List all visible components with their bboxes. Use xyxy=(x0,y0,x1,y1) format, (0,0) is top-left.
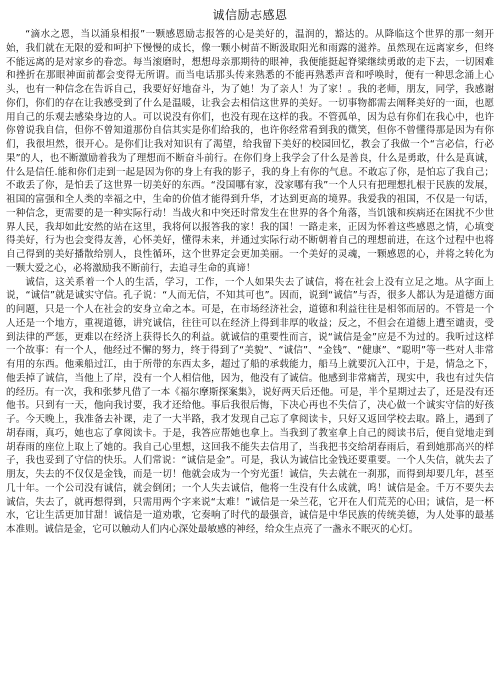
document-page xyxy=(6,8,494,696)
paragraph-integrity: 诚信，这关系着一个人的生活，学习，工作，一个人如果失去了诚信，将在社会上没有立足之地。从字面上说，“诚信”就是诚实守信。孔子说：“人而无信，不知其可也”。因而，说到“诚信”与否，很多人都认为是道德方面的问题，只是一个人在社会的安身立命之本。可是，在市场经济社会，道德和利益往往是相邻而居的。不管是一个人还是一个地方，重视道德，讲究诚信，往往可以在经济上得到非厚的收益；反之，不但会在道德上遭至谴责，受到法律的严惩，更难以在经济上获得长久的利益。就诚信的重要性而言，说“诚信是金”应是不为过的。我听过这样一个故事：有一个人，他经过不懈的努力，终于得到了“美貌”、“诚信”、“金钱”、“健康”、“聪明”等一些对人非常有用的东西。他乘船过江，由于所带的东西太多，超过了船的承载能力，船马上就要沉入江中，于是，情急之下，他丢掉了诚信，当他上了岸，没有一个人相信他，因为，他没有了诚信。他感到非常痛苦，现实中，我也有过失信的经历。有一次，我和张梦凡借了一本《福尔摩斯探案集》，说好两天后还他。可是，半个星期过去了，还是没有还他书。只到有一天，他向我讨要，我才还给他。事后我很后悔，下决心再也不失信了，决心做一个诚实守信的好孩子。今天晚上，我准备去补课，走了一大半路，我才发现自己忘了拿阅读卡，只好又返回学校去取。路上，遇到了胡春雨，真巧，她也忘了拿阅读卡。于是，我答应帮她也拿上。当我到了教室拿上自己的阅读书后，便自觉地走到胡春雨的座位上取上了她的。我自己心里想，这回我不能失去信用了，当我把书交给胡春雨后，看到她那高兴的样子，我也妥到了守信的快乐。人们常说：“诚信是金”。可是，我认为诚信比金钱还要重要。一个人失信，就失去了朋友，失去的不仅仅是金钱，而是一切！他就会成为一个穷光蛋！诚信，失去就在一刹那，而得到却要几年，甚至几十年。一个公司没有诚信，就会倒闭；一个人失去诚信，他将一生没有什么成就，呜！诚信是金。千万不要失去诚信，失去了，就再想得到，只需用两个字来说“太难！”诚信是一朵兰花，它开在人们荒芜的心田；诚信，是一杯水，它让生活更加甘甜！诚信是一道劝歌，它奏响了时代的最强音，诚信是中华民族的传统美德，为人处事的最基本准则。诚信是金，它可以触动人们内心深处最敏感的神经，给众生点亮了一盏永不眠灭的心灯。 xyxy=(6,276,494,535)
document-title: 诚信励志感恩 xyxy=(212,8,288,22)
paragraph-gratitude: “滴水之恩，当以涌泉相报”一颗感恩励志报答的心是美好的，温润的，豁达的。从降临这个世界的那一刻开始，我们就在无限的爱和呵护下慢慢的成长，像一颗小树苗不断汲取阳光和雨露的滋养。虽然现在远离家乡，但终不能远离的是对家乡的眷恋。每当滚磨时，想想母亲那期待的眼神，我便能挺起脊梁继续勇敢的走下去，一切困难和挫折在那眼神面前都会变得无所谓。而当电话那头传来熟悉的不能再熟悉声音和呼唤时，便有一种思念涌上心头，也有一种信念在告诉自己，我要好好地奋斗，为了她！为了亲人！为了家！。我的老师，朋友，同学，我感谢你们，你们的存在让我感受到了什么是温暖，让我会去相信这世界的美好。一切事物都需去阐释美好的一面，也愿用自己的乐观去感染身边的人。可以说没有你们，也没有现在这样的我。不管孤单，因为总有你们在我心中，也许你曾说我自信，但你不曾知道那份自信其实是你们给我的，也许你经常看到我的微笑，但你不曾懂得那是因为有你们，我很坦然，很开心。是你们让我对知识有了渴望，给我留下美好的校园回忆，教会了我做一个“言必信，行必果”的人，也不断激励着我为了理想而不断奋斗前行。在你们身上我学会了什么是善良，什么是勇敢，什么是真诚，什么是信任.能和你们走到一起是因为你的身上有我的影子，我的身上有你的气息。不敢忘了你，是怕忘了我自己；不敢丢了你，是怕丢了这世界一切美好的东西。“没国哪有家，没家哪有我”一个人只有把理想扎根于民族的发展，祖国的富强和全人类的幸福之中，生命的价值才能得到升华，才达到更高的境界。我爱我的祖国，不仅是一句话，一种信念，更需要的是一种实际行动！当战火和中突还时常发生在世界的各个角落，当饥饿和疾病还在困扰不少世界人民，我却如此安然的站在这里，我将何以报答我的家！我的国！一路走来，正因为怀着这些感恩之情，心填变得美好，行为也会变得友善，心怀美好，懂得未来，并通过实际行动不断朝着自己的理想前进，在这个过程中也将自己得到的美好播散给别人，良性循环，这个世界定会更加美丽。一个美好的灵魂，一颗感恩的心，并将之转化为一颗大爱之心，必将激励我不断前行，去追寻生命的真谛！ xyxy=(6,29,494,274)
